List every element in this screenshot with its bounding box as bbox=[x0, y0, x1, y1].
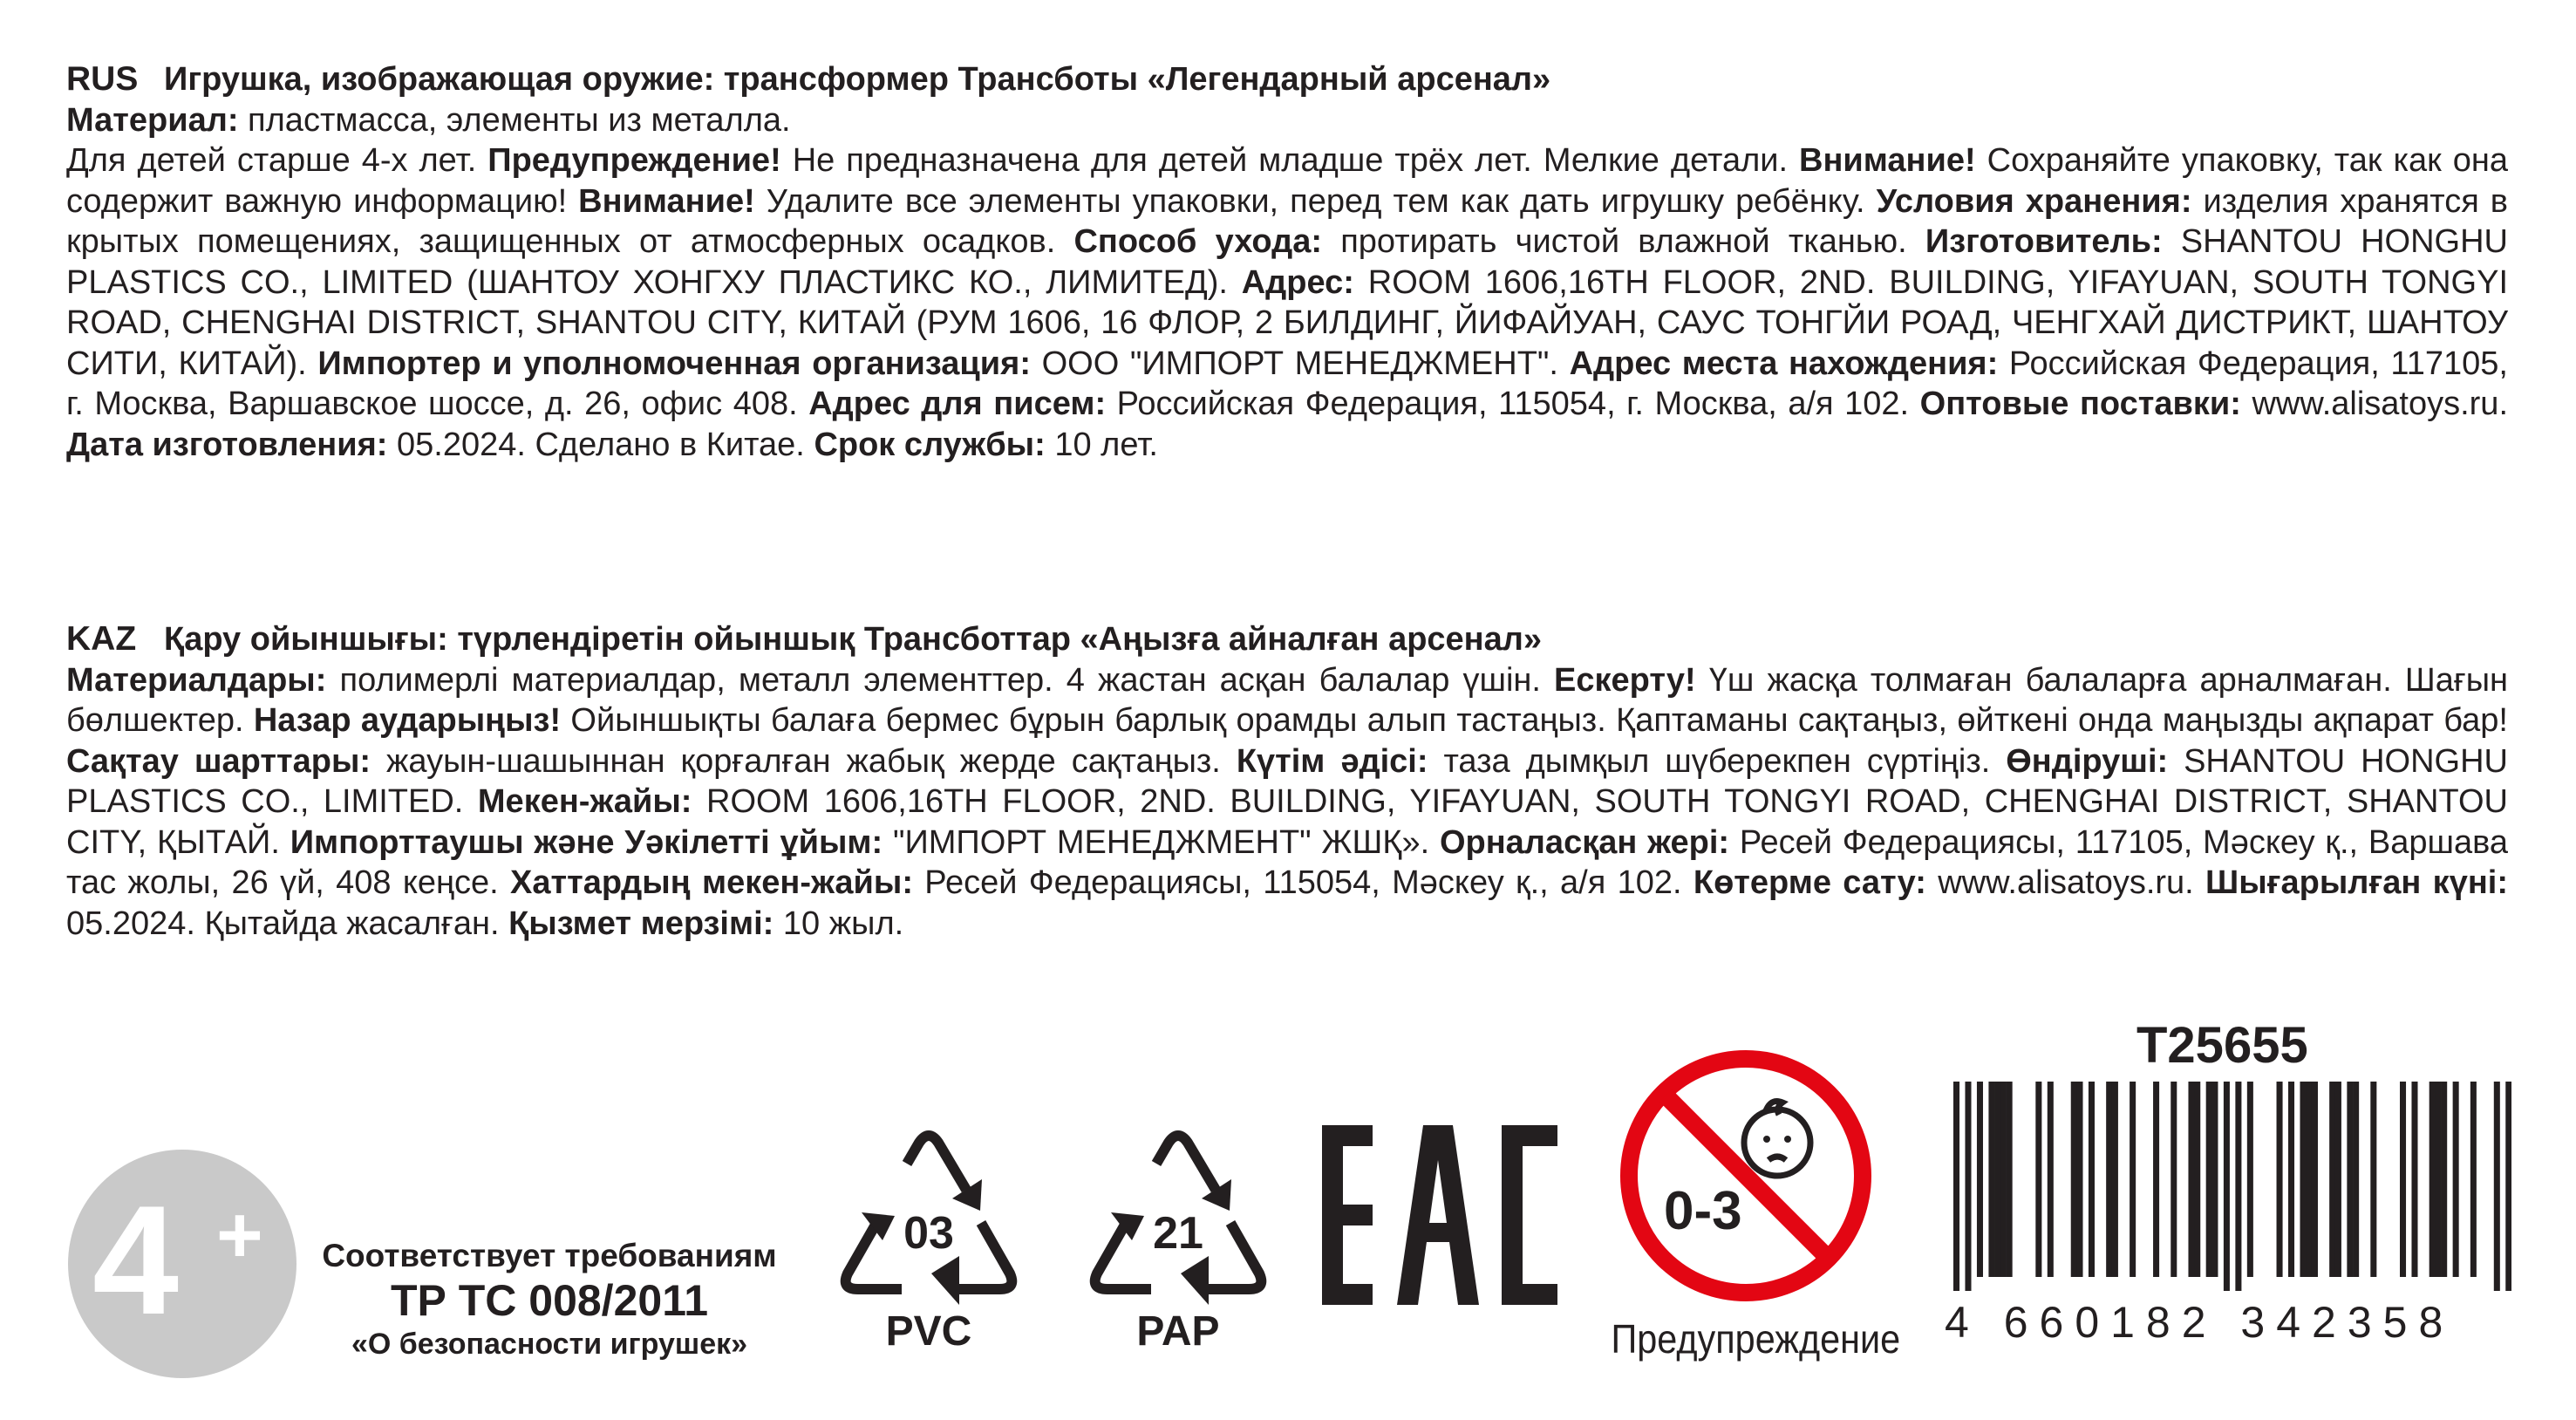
barcode-bar bbox=[2106, 1082, 2112, 1277]
barcode-bar bbox=[2288, 1082, 2294, 1277]
kaz-attention-label: Назар аударыңыз! bbox=[253, 702, 562, 739]
barcode-bar bbox=[2300, 1082, 2306, 1277]
kaz-material-text: полимерлі материалдар, металл элементтер. 4 жастан асқан балалар үшін. bbox=[326, 661, 1555, 699]
recycle-material-1: PVC bbox=[885, 1308, 972, 1355]
barcode-bar bbox=[2353, 1082, 2359, 1277]
rus-attention1-text: Сохраняйте упаковку, так как она содержит важную информацию! bbox=[66, 142, 2508, 220]
warning-age-range: 0-3 bbox=[1664, 1181, 1742, 1241]
kaz-storage-label: Сақтау шарттары: bbox=[66, 742, 371, 780]
barcode-bar bbox=[2206, 1082, 2212, 1277]
kaz-mail-label: Хаттардың мекен-жайы: bbox=[510, 864, 913, 901]
rus-manufacturer-text: SHANTOU HONGHU PLASTICS CO., LIMITED (ШАНТОУ ХОНГХУ ПЛАСТИКС КО., ЛИМИТЕД). bbox=[66, 223, 2508, 301]
barcode-bar bbox=[2329, 1082, 2335, 1277]
rus-importer-text: ООО "ИМПОРТ МЕНЕДЖМЕНТ". bbox=[1030, 345, 1570, 382]
kaz-care-text: таза дымқыл шүберекпен сүртіңіз. bbox=[1428, 742, 2007, 780]
rus-service-text: 10 лет. bbox=[1045, 426, 1158, 463]
barcode-bar bbox=[2441, 1082, 2447, 1277]
eac-mark-icon bbox=[1322, 1125, 1557, 1305]
barcode-bar bbox=[2429, 1082, 2436, 1277]
rus-care-label: Способ ухода: bbox=[1073, 223, 1322, 260]
kaz-storage-text: жауын-шашыннан қорғалған жабық жерде сақтаңыз. bbox=[371, 742, 1237, 780]
kaz-importer-label: Импорттаушы және Уәкілетті ұйым: bbox=[290, 823, 883, 861]
barcode-bar bbox=[1994, 1082, 2000, 1277]
kaz-date-label: Шығарылған күні: bbox=[2205, 864, 2508, 901]
rus-material-text: пластмасса, элементы из металла. bbox=[238, 101, 791, 139]
rus-age-text: Для детей старше 4-х лет. bbox=[66, 142, 488, 179]
kaz-attention-text: Ойыншықты балаға бермес бұрын барлық орамды алып тастаңыз. Қаптаманы сақтаңыз, өйткені онда маңызды ақпарат бар! bbox=[561, 702, 2508, 739]
barcode-bar bbox=[2306, 1082, 2312, 1277]
rus-manufacturer-label: Изготовитель: bbox=[1925, 223, 2163, 260]
eac-logo bbox=[1322, 1125, 1557, 1305]
kaz-location-label: Орналасқан жері: bbox=[1439, 823, 1730, 861]
recycle-code-2: 21 bbox=[1153, 1208, 1203, 1259]
kaz-importer-text: "ИМПОРТ МЕНЕДЖМЕНТ" ЖШҚ». bbox=[883, 823, 1440, 861]
rus-product-title: Игрушка, изображающая оружие: трансформер Трансботы «Легендарный арсенал» bbox=[164, 61, 1551, 98]
rus-service-label: Срок службы: bbox=[814, 426, 1046, 463]
kaz-material-label: Материалдары: bbox=[66, 661, 327, 699]
recycle-material-2: PAP bbox=[1136, 1308, 1220, 1355]
kaz-manufacturer-text: SHANTOU HONGHU PLASTICS CO., LIMITED. bbox=[66, 742, 2509, 820]
rus-location-label: Адрес места нахождения: bbox=[1569, 345, 1999, 382]
barcode-bar bbox=[2071, 1082, 2077, 1277]
rus-date-text: 05.2024. Сделано в Китае. bbox=[387, 426, 814, 463]
barcode-bar bbox=[2171, 1082, 2177, 1277]
compliance-line-3: «О безопасности игрушек» bbox=[351, 1328, 748, 1361]
rus-attention1-label: Внимание! bbox=[1799, 142, 1976, 179]
rus-wholesale-label: Оптовые поставки: bbox=[1919, 386, 2241, 422]
barcode-bar bbox=[2112, 1082, 2118, 1277]
barcode-digits: 4 660182 342358 bbox=[1945, 1298, 2455, 1347]
age-badge bbox=[68, 1150, 296, 1378]
no-under-3-warning-icon bbox=[1615, 1045, 1877, 1307]
rus-wholesale-text: www.alisatoys.ru. bbox=[2240, 386, 2509, 422]
rus-attention2-text: Удалите все элементы упаковки, перед тем как дать игрушку ребёнку. bbox=[754, 182, 1877, 220]
barcode-bar bbox=[2224, 1082, 2230, 1291]
rus-importer-label: Импортер и уполномоченная организация: bbox=[317, 345, 1031, 382]
kaz-warning-text: Үш жасқа толмаған балаларға арналмаған. Шағын бөлшектер. bbox=[66, 661, 2508, 739]
barcode-bar bbox=[2089, 1082, 2095, 1277]
barcode-bar bbox=[2335, 1082, 2341, 1277]
rus-warning-text: Не предназначена для детей младше трёх лет. Мелкие детали. bbox=[780, 142, 1800, 179]
kaz-lang-code: KAZ bbox=[66, 620, 137, 658]
barcode-bar bbox=[2435, 1082, 2441, 1277]
kaz-title-line bbox=[66, 619, 2508, 660]
rus-storage-label: Условия хранения: bbox=[1876, 182, 2192, 220]
kaz-address-text: ROOM 1606,16TH FLOOR, 2ND. BUILDING, YIFAYUAN, SOUTH TONGYI ROAD, CHENGHAI DISTRICT, SHANTOU CITY, ҚЫТАЙ. bbox=[66, 783, 2508, 861]
barcode-bar bbox=[2347, 1082, 2353, 1277]
age-badge-number: 4 bbox=[92, 1173, 174, 1347]
kaz-service-text: 10 жыл. bbox=[773, 905, 904, 942]
rus-mail-label: Адрес для писем: bbox=[808, 386, 1107, 422]
barcode-bar bbox=[2035, 1082, 2041, 1277]
barcode-bar bbox=[2188, 1082, 2194, 1277]
kaz-care-label: Күтім әдісі: bbox=[1236, 742, 1428, 780]
barcode-bar bbox=[2453, 1082, 2459, 1277]
barcode-bar bbox=[2235, 1082, 2241, 1291]
barcode-bar bbox=[2370, 1082, 2376, 1277]
barcode-bar bbox=[2048, 1082, 2054, 1277]
rus-lang-code: RUS bbox=[66, 60, 139, 98]
prohibition-sign-icon bbox=[1615, 1045, 1877, 1307]
barcode-bar bbox=[2505, 1082, 2511, 1291]
barcode-bar bbox=[1988, 1082, 1994, 1277]
recycling-symbol-pap bbox=[1078, 1125, 1278, 1361]
barcode-bar bbox=[2494, 1082, 2500, 1291]
rus-location-text: Российская Федерация, 117105, г. Москва, Варшавское шоссе, д. 26, офис 408. bbox=[66, 345, 2508, 422]
barcode-bar bbox=[2153, 1082, 2159, 1277]
rus-address-label: Адрес: bbox=[1241, 263, 1354, 301]
rus-body bbox=[66, 140, 2508, 465]
article-number: T25655 bbox=[2136, 1017, 2308, 1074]
kaz-manufacturer-label: Өндіруші: bbox=[2006, 742, 2169, 780]
rus-date-label: Дата изготовления: bbox=[66, 426, 388, 463]
recycling-symbol-pvc bbox=[828, 1125, 1029, 1361]
rus-storage-text: изделия хранятся в крытых помещениях, защищенных от атмосферных осадков. bbox=[66, 182, 2508, 260]
barcode-bar bbox=[2211, 1082, 2218, 1277]
barcode-bar bbox=[2194, 1082, 2200, 1277]
age-badge-plus: + bbox=[216, 1191, 263, 1280]
barcode-bar bbox=[1953, 1082, 1959, 1291]
barcode-bar bbox=[2007, 1082, 2013, 1277]
kaz-location-text: Ресей Федерациясы, 117105, Мәскеу қ., Варшава тас жолы, 26 үй, 408 кеңсе. bbox=[66, 823, 2509, 901]
kaz-body bbox=[66, 660, 2508, 945]
barcode-bar bbox=[2000, 1082, 2007, 1277]
rus-title-line bbox=[66, 59, 2508, 100]
rus-mail-text: Российская Федерация, 115054, г. Москва, а/я 102. bbox=[1106, 386, 1920, 422]
barcode-bar bbox=[2312, 1082, 2318, 1277]
kaz-mail-text: Ресей Федерациясы, 115054, Мәскеу қ., а/я 102. bbox=[913, 864, 1693, 901]
barcode-bars bbox=[1953, 1082, 2511, 1291]
kaz-wholesale-text: www.alisatoys.ru. bbox=[1925, 864, 2206, 901]
barcode-bar bbox=[2411, 1082, 2417, 1277]
kaz-address-label: Мекен-жайы: bbox=[477, 783, 692, 820]
barcode-icon bbox=[1953, 1082, 2511, 1291]
rus-warning-label: Предупреждение! bbox=[487, 142, 781, 179]
kaz-date-text: 05.2024. Қытайда жасалған. bbox=[66, 905, 509, 942]
barcode-bar bbox=[2130, 1082, 2136, 1277]
compliance-regulation: ТР ТС 008/2011 bbox=[390, 1276, 709, 1325]
barcode-bar bbox=[1977, 1082, 1983, 1277]
rus-material-label: Материал: bbox=[66, 101, 239, 139]
kaz-section bbox=[66, 619, 2508, 944]
warning-label: Предупреждение bbox=[1611, 1316, 1901, 1362]
kaz-wholesale-label: Көтерме сату: bbox=[1693, 864, 1926, 901]
kaz-product-title: Қару ойыншығы: түрлендіретін ойыншық Трансботтар «Аңызға айналған арсенал» bbox=[164, 621, 1543, 658]
barcode-bar bbox=[2470, 1082, 2477, 1277]
rus-attention2-label: Внимание! bbox=[578, 182, 755, 220]
rus-care-text: протирать чистой влажной тканью. bbox=[1322, 223, 1925, 260]
rus-section bbox=[66, 59, 2508, 465]
barcode-bar bbox=[2400, 1082, 2406, 1277]
compliance-statement bbox=[314, 1237, 785, 1362]
barcode-bar bbox=[2277, 1082, 2283, 1277]
kaz-service-label: Қызмет мерзімі: bbox=[508, 905, 774, 942]
rus-material-line bbox=[66, 100, 2508, 141]
barcode-bar bbox=[2076, 1082, 2082, 1277]
barcode-bar bbox=[1965, 1082, 1971, 1291]
rus-address-text: ROOM 1606,16TH FLOOR, 2ND. BUILDING, YIFAYUAN, SOUTH TONGYI ROAD, CHENGHAI DISTRICT, SHANTOU CITY, КИТАЙ (РУМ 1606, 16 ФЛОР, 2 БИЛДИНГ, ЙИФАЙУАН, САУС ТОНГЙИ РОАД, ЧЕНГХАЙ ДИСТРИКТ, ШАНТОУ СИТИ, КИТАЙ). bbox=[66, 263, 2508, 382]
barcode-bar bbox=[2247, 1082, 2253, 1277]
recycle-code-1: 03 bbox=[903, 1208, 954, 1259]
kaz-warning-label: Ескерту! bbox=[1554, 661, 1696, 699]
compliance-line-1: Соответствует требованиям bbox=[322, 1238, 777, 1273]
